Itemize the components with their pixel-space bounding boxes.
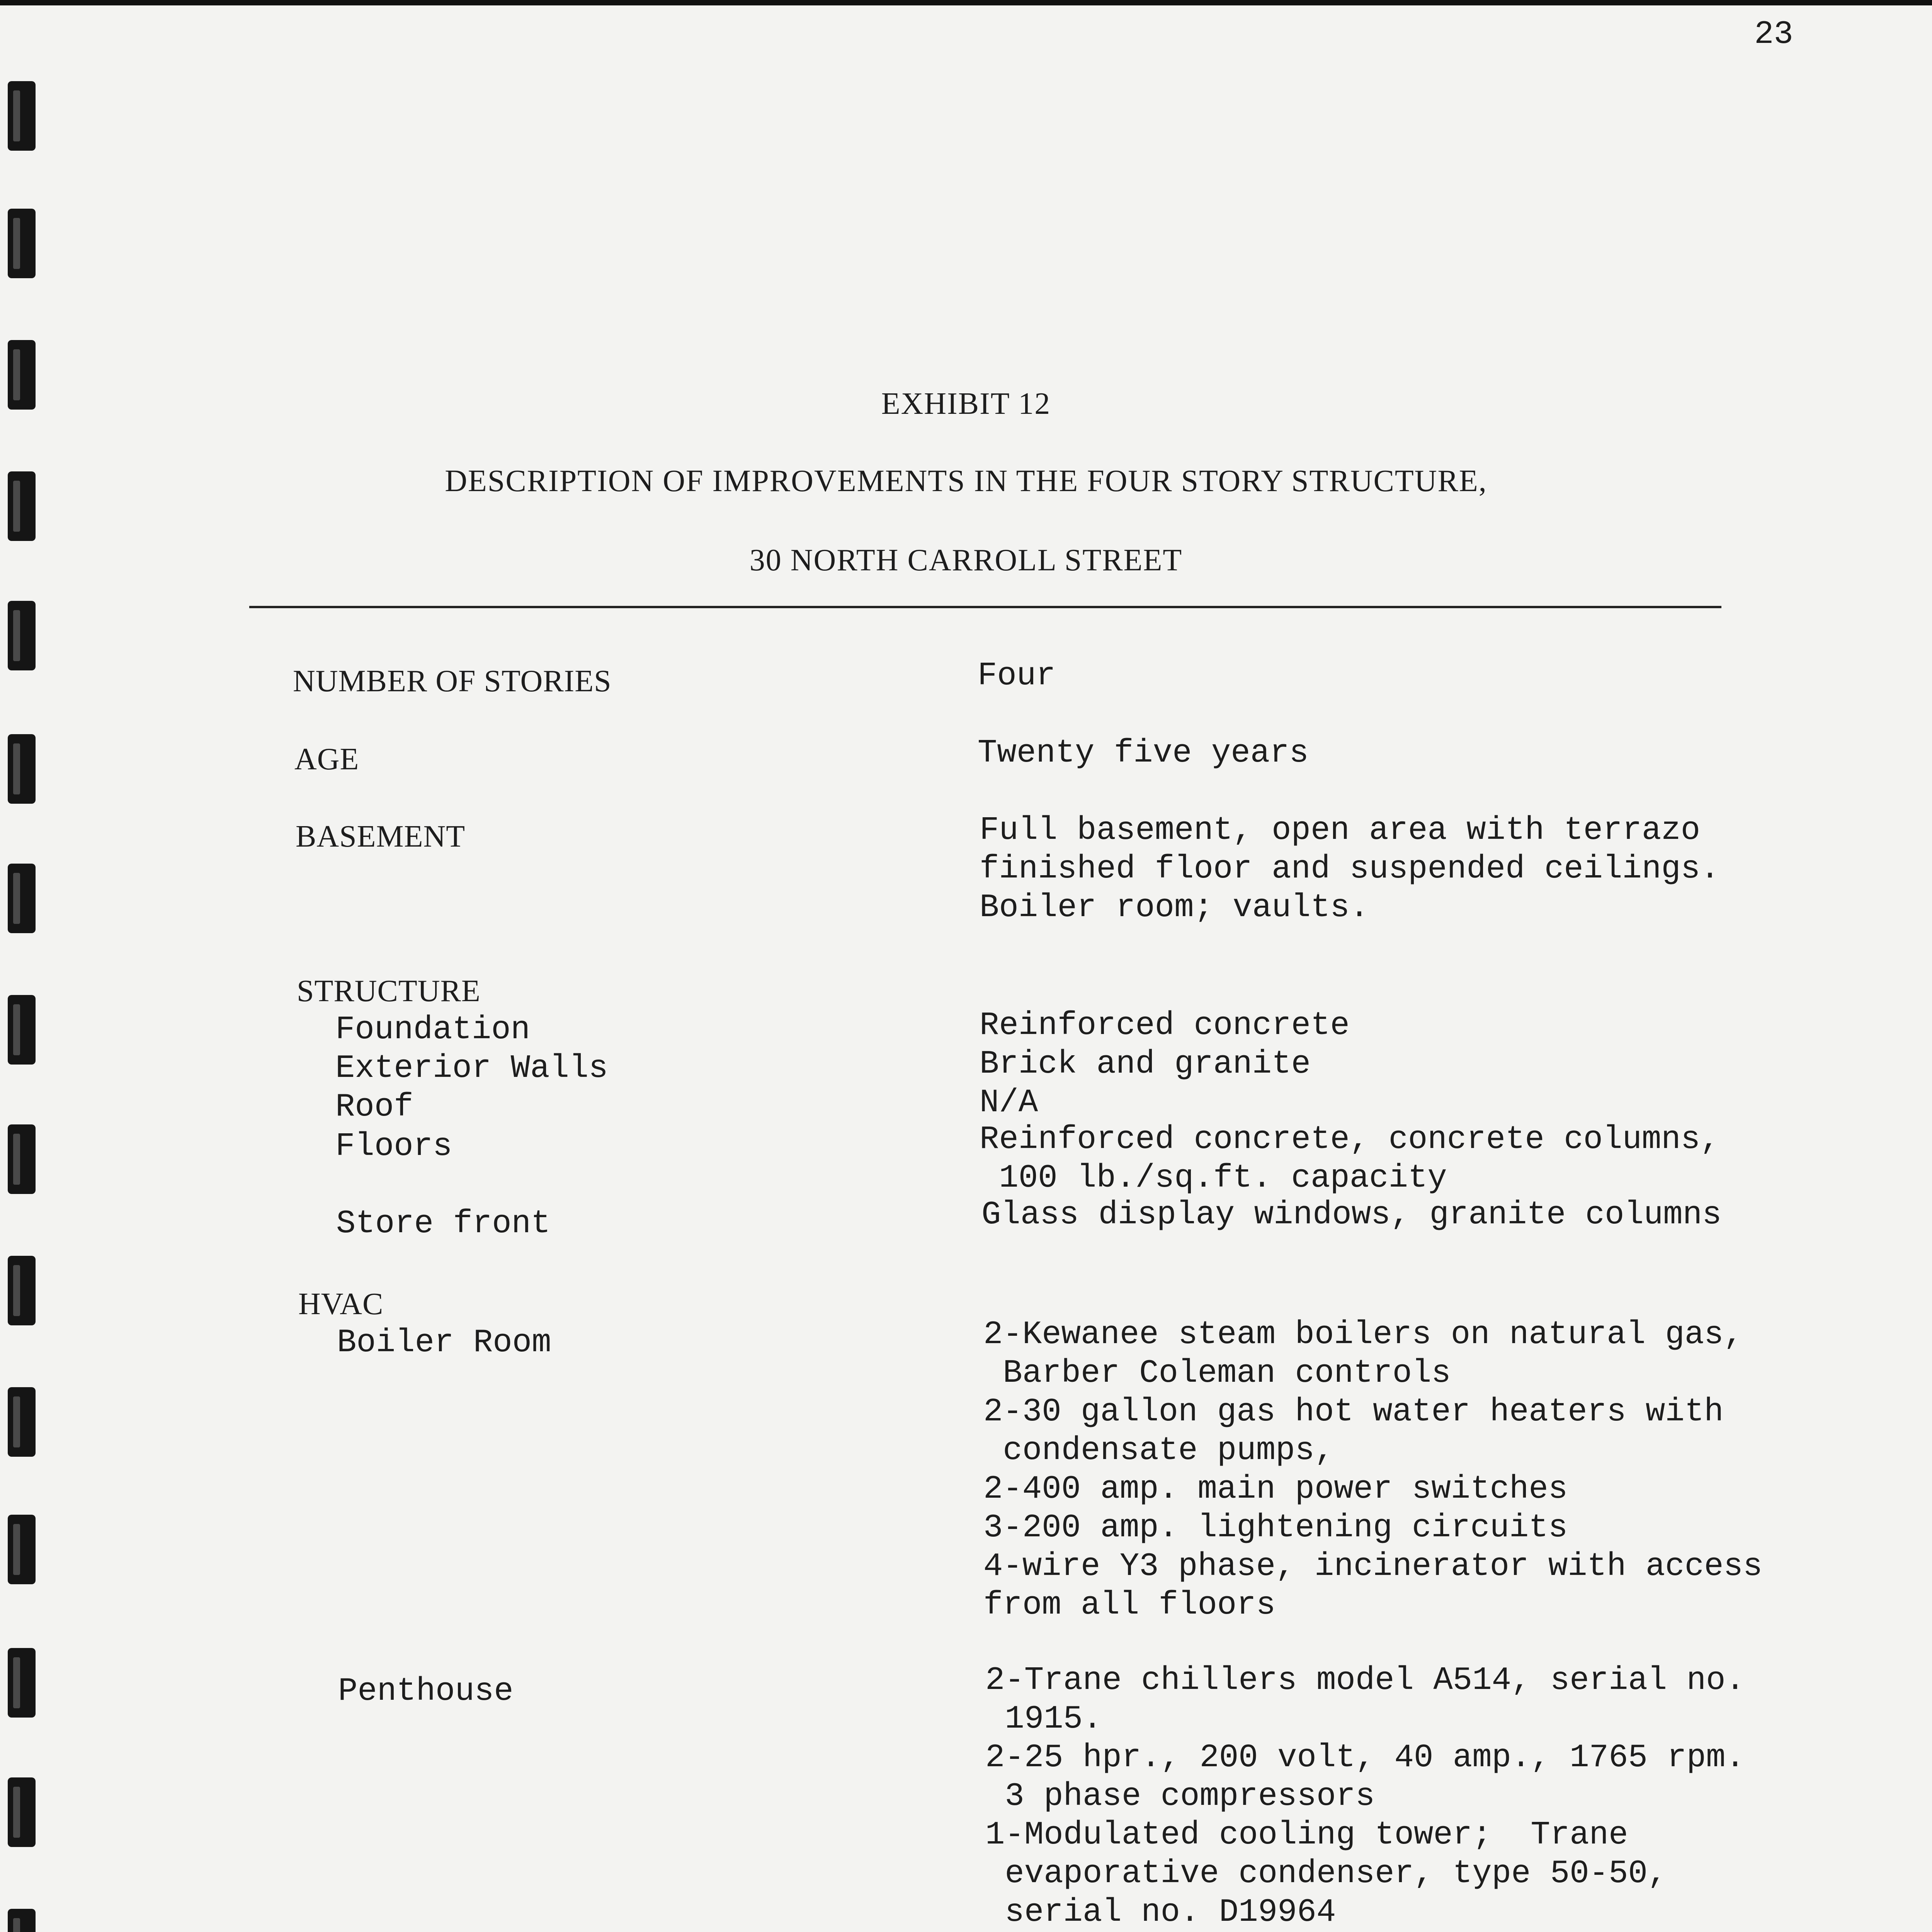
binding-hole: [8, 1777, 36, 1847]
roof-value: N/A: [980, 1085, 1038, 1121]
page-top-edge: [0, 0, 1932, 5]
binding-hole: [8, 864, 36, 933]
store-front-label: Store front: [336, 1206, 551, 1242]
foundation-label: Foundation: [335, 1012, 531, 1048]
binding-hole: [8, 1515, 36, 1584]
foundation-value: Reinforced concrete: [980, 1007, 1350, 1044]
document-title-line-2: 30 NORTH CARROLL STREET: [749, 543, 1183, 577]
floors-label: Floors: [335, 1128, 452, 1165]
boiler-room-label: Boiler Room: [337, 1325, 551, 1361]
basement-value: Full basement, open area with terrazo finished floor and suspended ceilings. Boiler room; vaults.: [980, 812, 1720, 926]
binding-hole: [8, 209, 36, 278]
document-title-line-1: DESCRIPTION OF IMPROVEMENTS IN THE FOUR STORY STRUCTURE,: [445, 464, 1487, 498]
header-divider: [249, 606, 1721, 608]
roof-label: Roof: [335, 1089, 413, 1126]
binding-hole: [8, 601, 36, 670]
binding-hole: [8, 1648, 36, 1718]
penthouse-value: 2-Trane chillers model A514, serial no. 1915. 2-25 hpr., 200 volt, 40 amp., 1765 rpm. 3 phase compressors 1-Modulated cooling tower; Trane evaporative condenser, type 50-50, serial no. D19964: [985, 1662, 1745, 1931]
structure-label: STRUCTURE: [297, 974, 481, 1008]
exhibit-heading: EXHIBIT 12: [881, 387, 1051, 421]
age-value: Twenty five years: [978, 735, 1309, 772]
basement-label: BASEMENT: [296, 820, 466, 854]
store-front-value: Glass display windows, granite columns: [981, 1197, 1722, 1233]
age-label: AGE: [294, 742, 359, 776]
binding-hole: [8, 81, 36, 151]
penthouse-label: Penthouse: [338, 1673, 514, 1710]
binding-hole: [8, 734, 36, 804]
hvac-label: HVAC: [298, 1287, 384, 1321]
binding-hole: [8, 1256, 36, 1325]
exterior-walls-value: Brick and granite: [980, 1046, 1311, 1083]
exterior-walls-label: Exterior Walls: [335, 1050, 608, 1087]
boiler-room-value: 2-Kewanee steam boilers on natural gas, Barber Coleman controls 2-30 gallon gas hot water heaters with condensate pumps, 2-400 amp. main power switches 3-200 amp. lightening circuits 4-wire Y3 phase, incinerator with access from all floors: [983, 1316, 1763, 1624]
binding-hole: [8, 1387, 36, 1457]
binding-hole: [8, 995, 36, 1065]
stories-value: Four: [978, 658, 1056, 694]
binding-hole: [8, 1124, 36, 1194]
stories-label: NUMBER OF STORIES: [293, 664, 612, 698]
page-number: 23: [1754, 16, 1793, 53]
floors-value: Reinforced concrete, concrete columns, 100 lb./sq.ft. capacity: [980, 1121, 1720, 1197]
binding-hole: [8, 1909, 36, 1932]
